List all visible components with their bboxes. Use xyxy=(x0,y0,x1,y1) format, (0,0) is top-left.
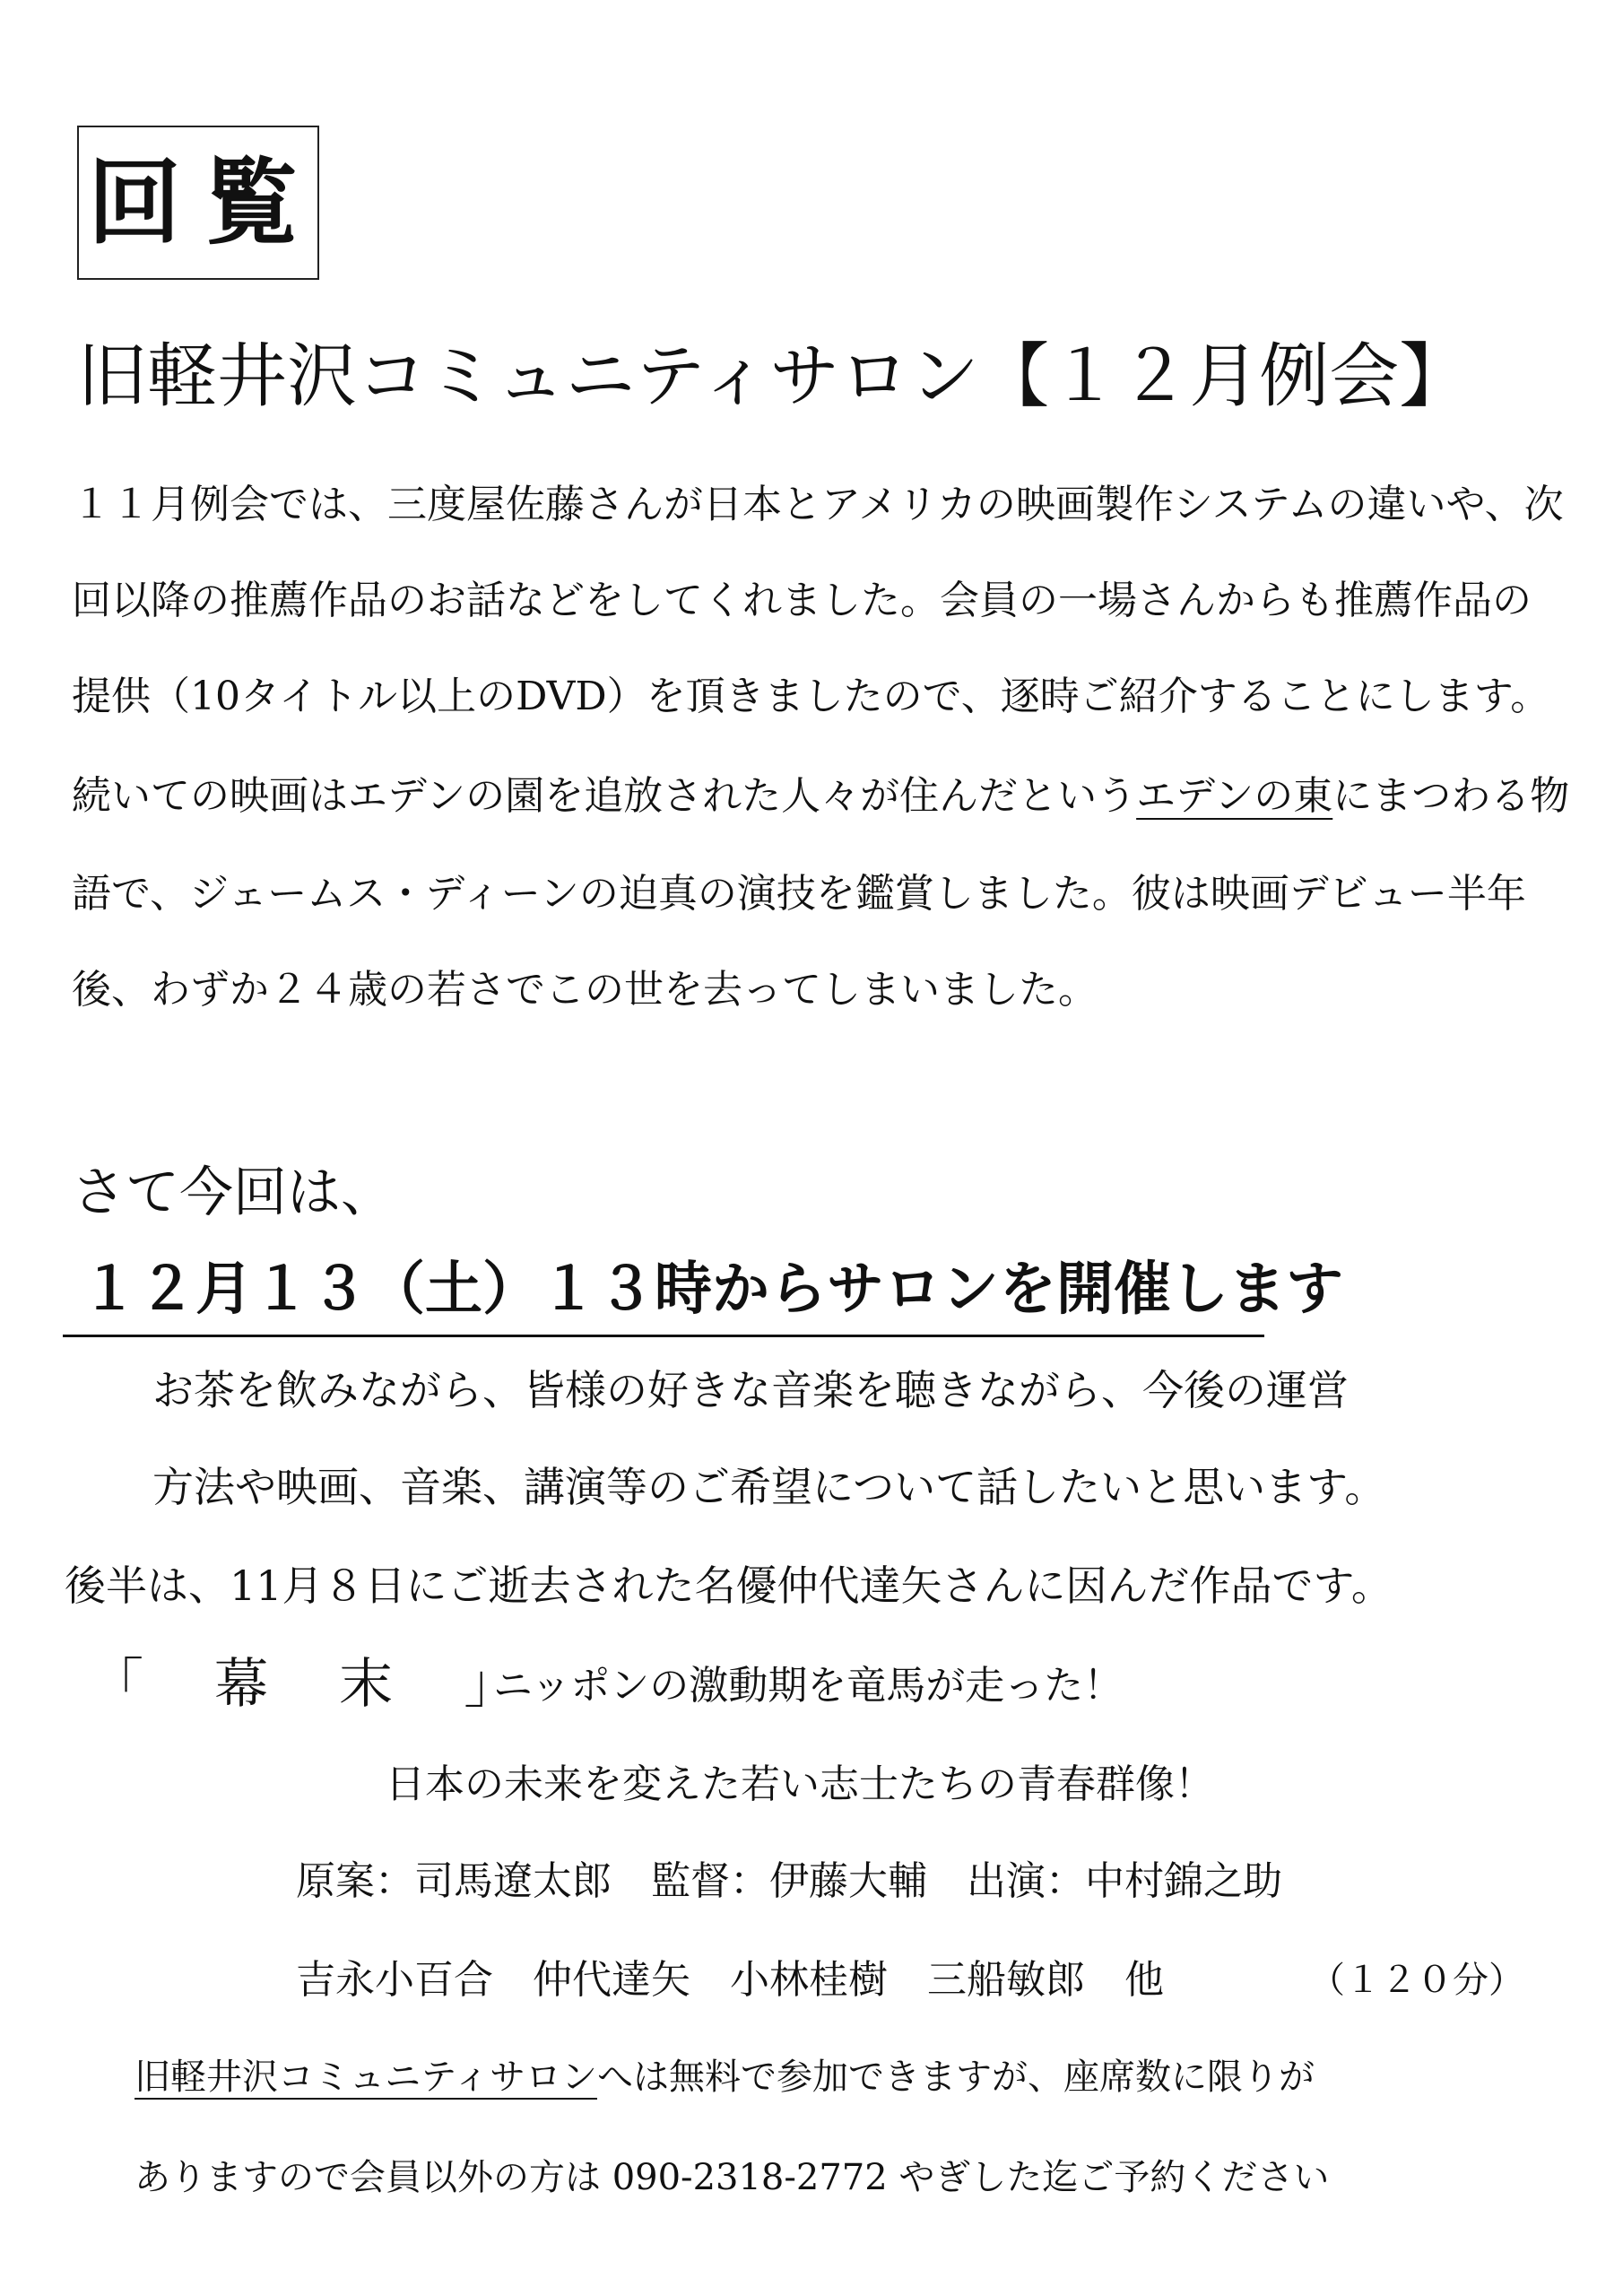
announcement-line: お茶を飲みながら、皆様の好きな音楽を聴きながら、今後の運営 xyxy=(152,1366,1349,1414)
event-date-banner xyxy=(63,1251,1343,1337)
film-cast: 吉永小百合 仲代達矢 小林桂樹 三船敏郎 他 xyxy=(296,1957,1164,2003)
film-tagline: ニッポンの激動期を竜馬が走った！ xyxy=(493,1663,1124,1709)
announcement-line: 後半は、11月８日にご逝去された名優仲代達矢さんに因んだ作品です。 xyxy=(65,1561,1393,1610)
film-runtime: （１２０分） xyxy=(1309,1960,1524,2001)
document-title: 旧軽井沢コミュニティサロン【１２月例会】 xyxy=(77,336,1470,417)
footer-line xyxy=(135,2050,1315,2104)
paragraph-line: 後、わずか２４歳の若さでこの世を去ってしまいました。 xyxy=(72,967,1098,1013)
film-credits: 原案：司馬遼太郎 監督：伊藤大輔 出演：中村錦之助 xyxy=(296,1858,1282,1904)
announcement-heading: さて今回は、 xyxy=(72,1161,395,1224)
event-date-text: １２月１３（土）１３時からサロンを開催します xyxy=(81,1256,1343,1323)
footer-text: へは無料で参加できますが、座席数に限りが xyxy=(597,2057,1315,2098)
footer-reservation-line: ありますので会員以外の方は 090-2318-2772 やぎした迄ご予約ください xyxy=(135,2157,1330,2198)
paragraph-text: 続いての映画はエデンの園を追放された人々が住んだという xyxy=(72,773,1137,819)
paragraph-line: 回以降の推薦作品のお話などをしてくれました。会員の一場さんからも推薦作品の xyxy=(72,578,1532,623)
circulation-stamp: 回覧 xyxy=(77,126,319,280)
paragraph-line: １１月例会では、三度屋佐藤さんが日本とアメリカの映画製作システムの違いや、次 xyxy=(72,482,1564,527)
film-title: 「 幕 末 」 xyxy=(90,1653,545,1716)
paragraph-line: 語で、ジェームス・ディーンの迫真の演技を鑑賞しました。彼は映画デビュー半年 xyxy=(72,871,1526,917)
film-tagline: 日本の未来を変えた若い志士たちの青春群像！ xyxy=(386,1761,1214,1807)
paragraph-line: 提供（10タイトル以上のDVD）を頂きましたので、逐時ご紹介することにします。 xyxy=(72,674,1550,719)
announcement-line: 方法や映画、音楽、講演等のご希望について話したいと思います。 xyxy=(152,1463,1386,1511)
paragraph-line xyxy=(72,770,1569,823)
date-underline xyxy=(63,1335,1264,1337)
paragraph-text: にまつわる物 xyxy=(1332,773,1570,819)
film-title-east-of-eden: エデンの東 xyxy=(1136,773,1333,819)
salon-name: 旧軽井沢コミュニティサロン xyxy=(135,2057,597,2098)
